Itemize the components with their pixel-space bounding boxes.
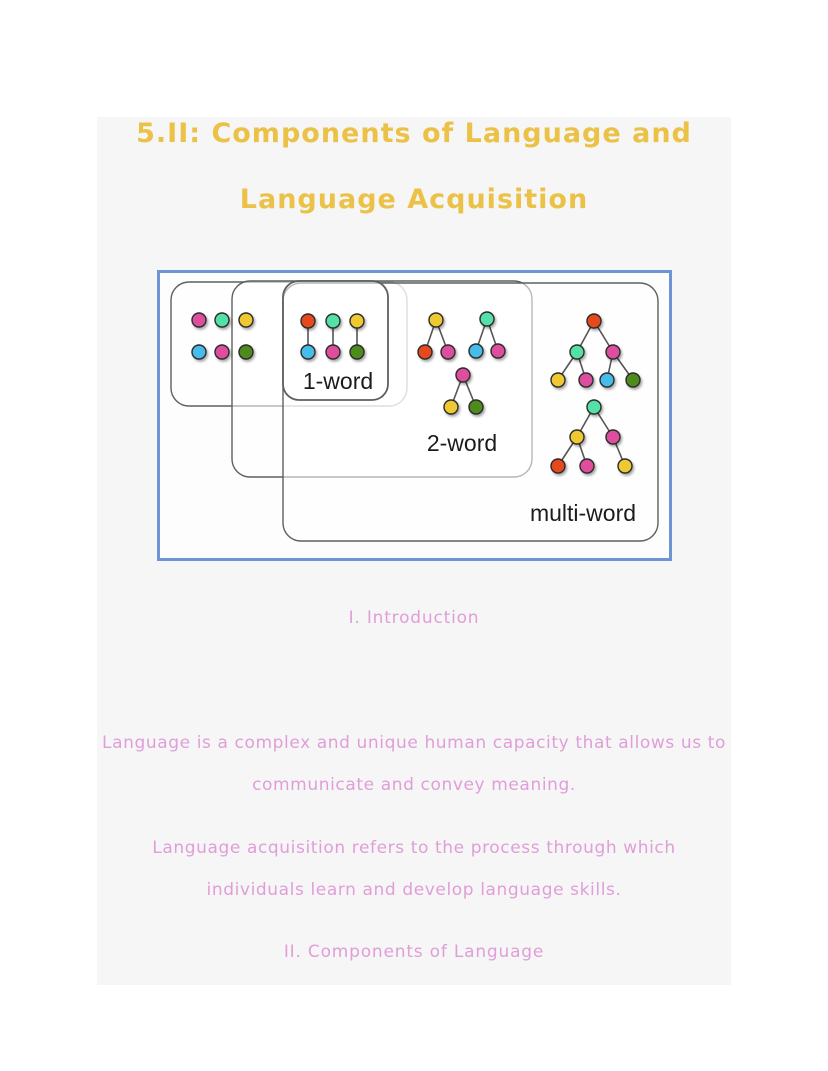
figure-diagram — [160, 273, 669, 558]
word-node-pink — [606, 345, 620, 359]
word-node-teal — [215, 313, 229, 327]
word-node-teal — [570, 345, 584, 359]
word-node-pink — [326, 345, 340, 359]
stage-label-1-word: 1-word — [302, 368, 374, 394]
word-node-red — [301, 314, 315, 328]
paragraph-line: communicate and convey meaning. — [252, 775, 576, 795]
paragraph-language-capacity — [97, 722, 731, 806]
word-node-pink — [192, 313, 206, 327]
word-node-pink — [579, 373, 593, 387]
word-node-pink — [580, 459, 594, 473]
word-node-blue — [469, 344, 483, 358]
word-node-yellow — [350, 314, 364, 328]
stage-label-2-word: 2-word — [426, 430, 498, 456]
word-node-blue — [301, 345, 315, 359]
word-node-green — [626, 373, 640, 387]
word-node-pink — [456, 368, 470, 382]
language-stages-figure — [157, 270, 672, 561]
word-node-teal — [587, 400, 601, 414]
paragraph-line: Language acquisition refers to the process through which — [152, 838, 676, 858]
page-title-line-1: 5.II: Components of Language and — [136, 118, 692, 149]
document-content-area — [97, 117, 731, 985]
intro-heading: I. Introduction — [348, 608, 480, 628]
word-node-yellow — [444, 400, 458, 414]
word-node-yellow — [239, 313, 253, 327]
word-node-green — [350, 345, 364, 359]
paragraph-line: Language is a complex and unique human capacity that allows us to — [102, 733, 726, 753]
page-title — [97, 101, 731, 233]
word-node-teal — [326, 314, 340, 328]
word-node-pink — [606, 430, 620, 444]
components-heading: II. Components of Language — [283, 942, 545, 962]
word-node-blue — [192, 345, 206, 359]
word-node-pink — [491, 344, 505, 358]
word-node-red — [418, 345, 432, 359]
word-node-green — [469, 400, 483, 414]
word-node-yellow — [429, 313, 443, 327]
paragraph-language-acquisition — [97, 827, 731, 911]
page-title-line-2: Language Acquisition — [239, 184, 589, 215]
paragraph-line: individuals learn and develop language skills. — [206, 880, 622, 900]
word-node-teal — [480, 312, 494, 326]
word-node-blue — [600, 373, 614, 387]
word-node-green — [239, 345, 253, 359]
word-node-pink — [441, 345, 455, 359]
word-node-red — [587, 314, 601, 328]
word-node-yellow — [570, 430, 584, 444]
word-node-yellow — [618, 459, 632, 473]
word-node-red — [551, 459, 565, 473]
word-node-yellow — [551, 373, 565, 387]
stage-label-multi-word: multi-word — [529, 500, 637, 526]
word-node-pink — [215, 345, 229, 359]
